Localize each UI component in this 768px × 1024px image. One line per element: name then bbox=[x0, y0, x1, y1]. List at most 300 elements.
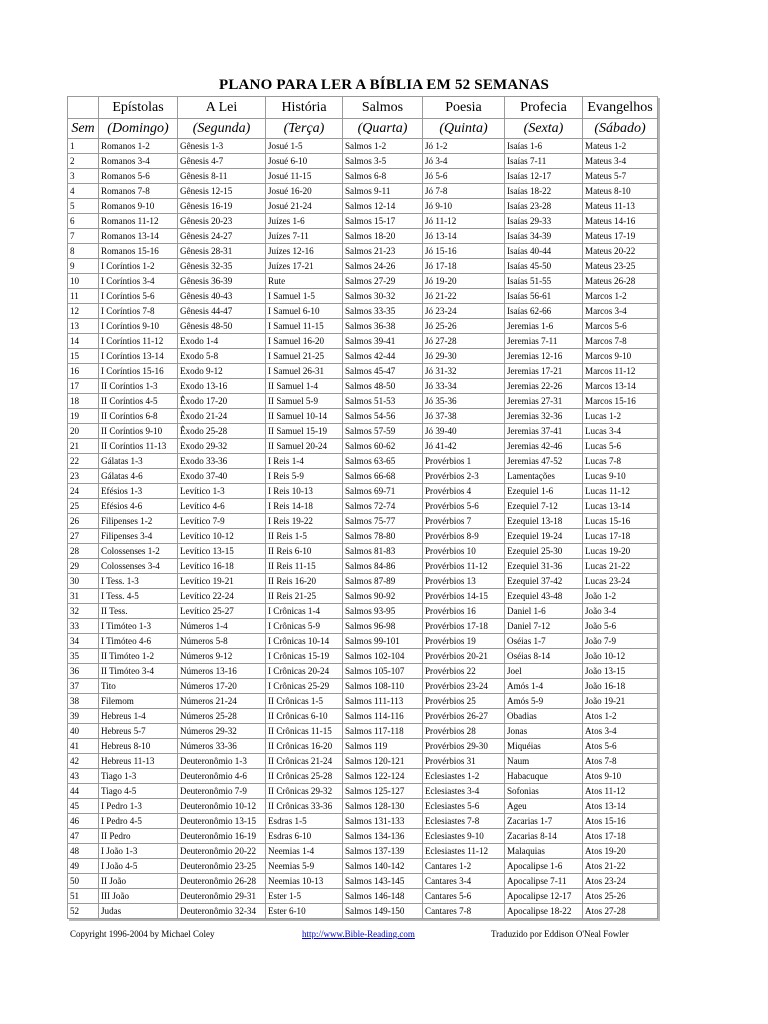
salmos-cell: Salmos 114-116 bbox=[343, 709, 423, 724]
evangelhos-cell: Mateus 17-19 bbox=[583, 229, 658, 244]
evangelhos-cell: Mateus 3-4 bbox=[583, 154, 658, 169]
salmos-cell: Salmos 90-92 bbox=[343, 589, 423, 604]
epistolas-cell: II Coríntios 1-3 bbox=[99, 379, 178, 394]
evangelhos-cell: João 1-2 bbox=[583, 589, 658, 604]
week-number-cell: 31 bbox=[68, 589, 99, 604]
epistolas-cell: I Coríntios 13-14 bbox=[99, 349, 178, 364]
salmos-cell: Salmos 18-20 bbox=[343, 229, 423, 244]
salmos-cell: Salmos 27-29 bbox=[343, 274, 423, 289]
historia-cell: I Samuel 16-20 bbox=[266, 334, 343, 349]
week-number-cell: 12 bbox=[68, 304, 99, 319]
salmos-cell: Salmos 96-98 bbox=[343, 619, 423, 634]
poesia-cell: Jó 39-40 bbox=[423, 424, 505, 439]
poesia-cell: Provérbios 22 bbox=[423, 664, 505, 679]
historia-cell: Esdras 1-5 bbox=[266, 814, 343, 829]
historia-cell: I Crônicas 1-4 bbox=[266, 604, 343, 619]
table-row bbox=[68, 484, 658, 499]
week-number-cell: 5 bbox=[68, 199, 99, 214]
a-lei-cell: Exodo 13-16 bbox=[178, 379, 266, 394]
epistolas-cell: I Coríntios 1-2 bbox=[99, 259, 178, 274]
profecia-cell: Jeremias 42-46 bbox=[505, 439, 583, 454]
a-lei-cell: Êxodo 21-24 bbox=[178, 409, 266, 424]
poesia-cell: Provérbios 26-27 bbox=[423, 709, 505, 724]
a-lei-cell: Números 5-8 bbox=[178, 634, 266, 649]
evangelhos-cell: João 10-12 bbox=[583, 649, 658, 664]
poesia-cell: Provérbios 17-18 bbox=[423, 619, 505, 634]
historia-cell: I Reis 19-22 bbox=[266, 514, 343, 529]
a-lei-cell: Exodo 29-32 bbox=[178, 439, 266, 454]
evangelhos-cell: Lucas 5-6 bbox=[583, 439, 658, 454]
profecia-cell: Ezequiel 43-48 bbox=[505, 589, 583, 604]
evangelhos-cell: Lucas 7-8 bbox=[583, 454, 658, 469]
poesia-cell: Jó 37-38 bbox=[423, 409, 505, 424]
poesia-cell: Provérbios 8-9 bbox=[423, 529, 505, 544]
table-row bbox=[68, 814, 658, 829]
poesia-cell: Cantares 1-2 bbox=[423, 859, 505, 874]
footer-translator: Traduzido por Eddison O'Neal Fowler bbox=[491, 929, 629, 939]
week-number-cell: 25 bbox=[68, 499, 99, 514]
evangelhos-cell: Atos 3-4 bbox=[583, 724, 658, 739]
historia-cell: II Crônicas 11-15 bbox=[266, 724, 343, 739]
poesia-cell: Jó 11-12 bbox=[423, 214, 505, 229]
poesia-cell: Jó 21-22 bbox=[423, 289, 505, 304]
week-number-cell: 19 bbox=[68, 409, 99, 424]
a-lei-cell: Gênesis 28-31 bbox=[178, 244, 266, 259]
week-number-cell: 45 bbox=[68, 799, 99, 814]
profecia-cell: Isaías 45-50 bbox=[505, 259, 583, 274]
salmos-cell: Salmos 51-53 bbox=[343, 394, 423, 409]
profecia-cell: Obadias bbox=[505, 709, 583, 724]
profecia-cell: Apocalipse 7-11 bbox=[505, 874, 583, 889]
epistolas-cell: Colossenses 3-4 bbox=[99, 559, 178, 574]
table-row bbox=[68, 514, 658, 529]
epistolas-cell: II Coríntios 6-8 bbox=[99, 409, 178, 424]
a-lei-cell: Levítico 19-21 bbox=[178, 574, 266, 589]
table-row bbox=[68, 364, 658, 379]
table-row bbox=[68, 259, 658, 274]
week-number-cell: 18 bbox=[68, 394, 99, 409]
evangelhos-cell: Atos 23-24 bbox=[583, 874, 658, 889]
epistolas-cell: I Timóteo 1-3 bbox=[99, 619, 178, 634]
poesia-cell: Jó 1-2 bbox=[423, 139, 505, 154]
salmos-cell: Salmos 9-11 bbox=[343, 184, 423, 199]
week-number-cell: 38 bbox=[68, 694, 99, 709]
week-number-cell: 21 bbox=[68, 439, 99, 454]
profecia-cell: Daniel 7-12 bbox=[505, 619, 583, 634]
evangelhos-cell: Marcos 5-6 bbox=[583, 319, 658, 334]
evangelhos-cell: Atos 19-20 bbox=[583, 844, 658, 859]
week-number-cell: 23 bbox=[68, 469, 99, 484]
poesia-cell: Jó 3-4 bbox=[423, 154, 505, 169]
table-row bbox=[68, 679, 658, 694]
poesia-cell: Eclesiastes 3-4 bbox=[423, 784, 505, 799]
a-lei-cell: Deuteronômio 26-28 bbox=[178, 874, 266, 889]
evangelhos-cell: Mateus 14-16 bbox=[583, 214, 658, 229]
reading-plan-table bbox=[67, 96, 658, 919]
profecia-cell: Daniel 1-6 bbox=[505, 604, 583, 619]
epistolas-cell: Romanos 3-4 bbox=[99, 154, 178, 169]
profecia-cell: Jeremias 7-11 bbox=[505, 334, 583, 349]
profecia-cell: Jeremias 32-36 bbox=[505, 409, 583, 424]
historia-cell: Josué 6-10 bbox=[266, 154, 343, 169]
profecia-cell: Jeremias 1-6 bbox=[505, 319, 583, 334]
profecia-cell: Ezequiel 13-18 bbox=[505, 514, 583, 529]
salmos-cell: Salmos 87-89 bbox=[343, 574, 423, 589]
epistolas-cell: Hebreus 1-4 bbox=[99, 709, 178, 724]
epistolas-cell: II Coríntios 11-13 bbox=[99, 439, 178, 454]
a-lei-cell: Gênesis 36-39 bbox=[178, 274, 266, 289]
evangelhos-cell: Atos 9-10 bbox=[583, 769, 658, 784]
a-lei-cell: Deuteronômio 4-6 bbox=[178, 769, 266, 784]
week-number-cell: 41 bbox=[68, 739, 99, 754]
week-number-cell: 33 bbox=[68, 619, 99, 634]
profecia-cell: Jonas bbox=[505, 724, 583, 739]
epistolas-cell: II Timóteo 1-2 bbox=[99, 649, 178, 664]
week-number-cell: 37 bbox=[68, 679, 99, 694]
table-row bbox=[68, 469, 658, 484]
profecia-cell: Ageu bbox=[505, 799, 583, 814]
evangelhos-cell: Lucas 23-24 bbox=[583, 574, 658, 589]
salmos-cell: Salmos 108-110 bbox=[343, 679, 423, 694]
table-row bbox=[68, 604, 658, 619]
header-poesia: Poesia bbox=[423, 97, 505, 119]
salmos-cell: Salmos 42-44 bbox=[343, 349, 423, 364]
historia-cell: Neemias 1-4 bbox=[266, 844, 343, 859]
table-row bbox=[68, 169, 658, 184]
historia-cell: II Reis 11-15 bbox=[266, 559, 343, 574]
a-lei-cell: Gênesis 24-27 bbox=[178, 229, 266, 244]
poesia-cell: Jó 33-34 bbox=[423, 379, 505, 394]
week-number-cell: 26 bbox=[68, 514, 99, 529]
evangelhos-cell: João 13-15 bbox=[583, 664, 658, 679]
profecia-cell: Amós 5-9 bbox=[505, 694, 583, 709]
profecia-cell: Ezequiel 37-42 bbox=[505, 574, 583, 589]
poesia-cell: Cantares 7-8 bbox=[423, 904, 505, 919]
footer-link[interactable]: http://www.Bible-Reading.com bbox=[302, 929, 415, 939]
epistolas-cell: Gálatas 1-3 bbox=[99, 454, 178, 469]
poesia-cell: Provérbios 20-21 bbox=[423, 649, 505, 664]
a-lei-cell: Números 21-24 bbox=[178, 694, 266, 709]
a-lei-cell: Exodo 9-12 bbox=[178, 364, 266, 379]
evangelhos-cell: João 7-9 bbox=[583, 634, 658, 649]
week-number-cell: 36 bbox=[68, 664, 99, 679]
profecia-cell: Ezequiel 1-6 bbox=[505, 484, 583, 499]
evangelhos-cell: Atos 13-14 bbox=[583, 799, 658, 814]
historia-cell: Ester 6-10 bbox=[266, 904, 343, 919]
salmos-cell: Salmos 102-104 bbox=[343, 649, 423, 664]
week-number-cell: 11 bbox=[68, 289, 99, 304]
evangelhos-cell: Atos 21-22 bbox=[583, 859, 658, 874]
poesia-cell: Jó 5-6 bbox=[423, 169, 505, 184]
epistolas-cell: Tiago 1-3 bbox=[99, 769, 178, 784]
table-row bbox=[68, 739, 658, 754]
salmos-cell: Salmos 99-101 bbox=[343, 634, 423, 649]
a-lei-cell: Levítico 7-9 bbox=[178, 514, 266, 529]
week-number-cell: 6 bbox=[68, 214, 99, 229]
a-lei-cell: Deuteronômio 32-34 bbox=[178, 904, 266, 919]
epistolas-cell: I Coríntios 11-12 bbox=[99, 334, 178, 349]
epistolas-cell: I Pedro 4-5 bbox=[99, 814, 178, 829]
epistolas-cell: II João bbox=[99, 874, 178, 889]
table-row bbox=[68, 874, 658, 889]
poesia-cell: Provérbios 16 bbox=[423, 604, 505, 619]
poesia-cell: Provérbios 10 bbox=[423, 544, 505, 559]
epistolas-cell: I João 1-3 bbox=[99, 844, 178, 859]
historia-cell: Rute bbox=[266, 274, 343, 289]
historia-cell: II Samuel 15-19 bbox=[266, 424, 343, 439]
epistolas-cell: I Coríntios 9-10 bbox=[99, 319, 178, 334]
salmos-cell: Salmos 134-136 bbox=[343, 829, 423, 844]
week-number-cell: 42 bbox=[68, 754, 99, 769]
week-number-cell: 51 bbox=[68, 889, 99, 904]
a-lei-cell: Números 9-12 bbox=[178, 649, 266, 664]
historia-cell: I Crônicas 5-9 bbox=[266, 619, 343, 634]
poesia-cell: Provérbios 29-30 bbox=[423, 739, 505, 754]
table-row bbox=[68, 139, 658, 154]
historia-cell: II Reis 21-25 bbox=[266, 589, 343, 604]
profecia-cell: Isaías 18-22 bbox=[505, 184, 583, 199]
a-lei-cell: Exodo 33-36 bbox=[178, 454, 266, 469]
header-epistolas: Epístolas bbox=[99, 97, 178, 119]
profecia-cell: Jeremias 27-31 bbox=[505, 394, 583, 409]
historia-cell: I Samuel 1-5 bbox=[266, 289, 343, 304]
header-day-sexta: (Sexta) bbox=[505, 119, 583, 139]
evangelhos-cell: Marcos 13-14 bbox=[583, 379, 658, 394]
salmos-cell: Salmos 63-65 bbox=[343, 454, 423, 469]
epistolas-cell: II Coríntios 4-5 bbox=[99, 394, 178, 409]
epistolas-cell: III João bbox=[99, 889, 178, 904]
salmos-cell: Salmos 66-68 bbox=[343, 469, 423, 484]
profecia-cell: Lamentações bbox=[505, 469, 583, 484]
week-number-cell: 29 bbox=[68, 559, 99, 574]
epistolas-cell: Hebreus 5-7 bbox=[99, 724, 178, 739]
epistolas-cell: Hebreus 8-10 bbox=[99, 739, 178, 754]
poesia-cell: Provérbios 19 bbox=[423, 634, 505, 649]
historia-cell: I Reis 5-9 bbox=[266, 469, 343, 484]
a-lei-cell: Números 13-16 bbox=[178, 664, 266, 679]
poesia-cell: Jó 19-20 bbox=[423, 274, 505, 289]
historia-cell: I Crônicas 15-19 bbox=[266, 649, 343, 664]
profecia-cell: Isaías 7-11 bbox=[505, 154, 583, 169]
historia-cell: Juízes 12-16 bbox=[266, 244, 343, 259]
salmos-cell: Salmos 33-35 bbox=[343, 304, 423, 319]
week-number-cell: 27 bbox=[68, 529, 99, 544]
salmos-cell: Salmos 39-41 bbox=[343, 334, 423, 349]
profecia-cell: Amós 1-4 bbox=[505, 679, 583, 694]
poesia-cell: Provérbios 28 bbox=[423, 724, 505, 739]
poesia-cell: Provérbios 23-24 bbox=[423, 679, 505, 694]
epistolas-cell: I Tess. 4-5 bbox=[99, 589, 178, 604]
week-number-cell: 10 bbox=[68, 274, 99, 289]
salmos-cell: Salmos 3-5 bbox=[343, 154, 423, 169]
header-day-domingo: (Domingo) bbox=[99, 119, 178, 139]
table-row bbox=[68, 754, 658, 769]
table-row bbox=[68, 184, 658, 199]
table-row bbox=[68, 574, 658, 589]
week-number-cell: 30 bbox=[68, 574, 99, 589]
evangelhos-cell: Mateus 20-22 bbox=[583, 244, 658, 259]
evangelhos-cell: Mateus 5-7 bbox=[583, 169, 658, 184]
table-row bbox=[68, 709, 658, 724]
epistolas-cell: Romanos 13-14 bbox=[99, 229, 178, 244]
week-number-cell: 9 bbox=[68, 259, 99, 274]
salmos-cell: Salmos 140-142 bbox=[343, 859, 423, 874]
evangelhos-cell: Marcos 9-10 bbox=[583, 349, 658, 364]
historia-cell: II Reis 6-10 bbox=[266, 544, 343, 559]
salmos-cell: Salmos 81-83 bbox=[343, 544, 423, 559]
a-lei-cell: Êxodo 17-20 bbox=[178, 394, 266, 409]
poesia-cell: Provérbios 14-15 bbox=[423, 589, 505, 604]
week-number-cell: 13 bbox=[68, 319, 99, 334]
poesia-cell: Cantares 5-6 bbox=[423, 889, 505, 904]
historia-cell: I Samuel 6-10 bbox=[266, 304, 343, 319]
a-lei-cell: Levítico 13-15 bbox=[178, 544, 266, 559]
a-lei-cell: Deuteronômio 16-19 bbox=[178, 829, 266, 844]
profecia-cell: Sofonias bbox=[505, 784, 583, 799]
epistolas-cell: I Timóteo 4-6 bbox=[99, 634, 178, 649]
a-lei-cell: Deuteronômio 7-9 bbox=[178, 784, 266, 799]
historia-cell: Ester 1-5 bbox=[266, 889, 343, 904]
a-lei-cell: Gênesis 1-3 bbox=[178, 139, 266, 154]
historia-cell: Juízes 1-6 bbox=[266, 214, 343, 229]
profecia-cell: Oséias 8-14 bbox=[505, 649, 583, 664]
salmos-cell: Salmos 15-17 bbox=[343, 214, 423, 229]
week-number-cell: 1 bbox=[68, 139, 99, 154]
poesia-cell: Jó 9-10 bbox=[423, 199, 505, 214]
table-row bbox=[68, 889, 658, 904]
a-lei-cell: Deuteronômio 23-25 bbox=[178, 859, 266, 874]
evangelhos-cell: Marcos 3-4 bbox=[583, 304, 658, 319]
epistolas-cell: Filemom bbox=[99, 694, 178, 709]
week-number-cell: 46 bbox=[68, 814, 99, 829]
epistolas-cell: Romanos 1-2 bbox=[99, 139, 178, 154]
evangelhos-cell: Atos 7-8 bbox=[583, 754, 658, 769]
week-number-cell: 48 bbox=[68, 844, 99, 859]
historia-cell: II Crônicas 16-20 bbox=[266, 739, 343, 754]
salmos-cell: Salmos 21-23 bbox=[343, 244, 423, 259]
table-row bbox=[68, 529, 658, 544]
epistolas-cell: I Coríntios 15-16 bbox=[99, 364, 178, 379]
week-number-cell: 14 bbox=[68, 334, 99, 349]
week-number-cell: 44 bbox=[68, 784, 99, 799]
historia-cell: II Crônicas 1-5 bbox=[266, 694, 343, 709]
week-number-cell: 35 bbox=[68, 649, 99, 664]
salmos-cell: Salmos 137-139 bbox=[343, 844, 423, 859]
poesia-cell: Jó 15-16 bbox=[423, 244, 505, 259]
week-number-cell: 34 bbox=[68, 634, 99, 649]
header-week: Sem bbox=[68, 119, 99, 139]
evangelhos-cell: Mateus 1-2 bbox=[583, 139, 658, 154]
profecia-cell: Isaías 40-44 bbox=[505, 244, 583, 259]
table-row bbox=[68, 214, 658, 229]
table-row bbox=[68, 589, 658, 604]
historia-cell: Juízes 17-21 bbox=[266, 259, 343, 274]
profecia-cell: Isaías 23-28 bbox=[505, 199, 583, 214]
salmos-cell: Salmos 149-150 bbox=[343, 904, 423, 919]
week-number-cell: 32 bbox=[68, 604, 99, 619]
evangelhos-cell: Marcos 7-8 bbox=[583, 334, 658, 349]
header-day-quarta: (Quarta) bbox=[343, 119, 423, 139]
profecia-cell: Oséias 1-7 bbox=[505, 634, 583, 649]
salmos-cell: Salmos 60-62 bbox=[343, 439, 423, 454]
table-row bbox=[68, 559, 658, 574]
a-lei-cell: Levítico 16-18 bbox=[178, 559, 266, 574]
historia-cell: II Crônicas 33-36 bbox=[266, 799, 343, 814]
a-lei-cell: Números 25-28 bbox=[178, 709, 266, 724]
profecia-cell: Jeremias 12-16 bbox=[505, 349, 583, 364]
epistolas-cell: Romanos 15-16 bbox=[99, 244, 178, 259]
evangelhos-cell: João 16-18 bbox=[583, 679, 658, 694]
a-lei-cell: Levítico 1-3 bbox=[178, 484, 266, 499]
salmos-cell: Salmos 105-107 bbox=[343, 664, 423, 679]
a-lei-cell: Deuteronômio 13-15 bbox=[178, 814, 266, 829]
table-row bbox=[68, 904, 658, 919]
profecia-cell: Jeremias 37-41 bbox=[505, 424, 583, 439]
a-lei-cell: Deuteronômio 1-3 bbox=[178, 754, 266, 769]
epistolas-cell: I Pedro 1-3 bbox=[99, 799, 178, 814]
historia-cell: Neemias 5-9 bbox=[266, 859, 343, 874]
epistolas-cell: I Coríntios 3-4 bbox=[99, 274, 178, 289]
table-row bbox=[68, 724, 658, 739]
table-row bbox=[68, 304, 658, 319]
table-row bbox=[68, 859, 658, 874]
header-historia: História bbox=[266, 97, 343, 119]
evangelhos-cell: Marcos 11-12 bbox=[583, 364, 658, 379]
salmos-cell: Salmos 146-148 bbox=[343, 889, 423, 904]
a-lei-cell: Gênesis 32-35 bbox=[178, 259, 266, 274]
salmos-cell: Salmos 78-80 bbox=[343, 529, 423, 544]
historia-cell: II Reis 1-5 bbox=[266, 529, 343, 544]
table-row bbox=[68, 319, 658, 334]
week-number-cell: 2 bbox=[68, 154, 99, 169]
salmos-cell: Salmos 120-121 bbox=[343, 754, 423, 769]
historia-cell: II Reis 16-20 bbox=[266, 574, 343, 589]
profecia-cell: Jeremias 17-21 bbox=[505, 364, 583, 379]
epistolas-cell: Efésios 4-6 bbox=[99, 499, 178, 514]
a-lei-cell: Números 29-32 bbox=[178, 724, 266, 739]
a-lei-cell: Exodo 5-8 bbox=[178, 349, 266, 364]
historia-cell: I Crônicas 20-24 bbox=[266, 664, 343, 679]
header-evangelhos: Evangelhos bbox=[583, 97, 658, 119]
historia-cell: Josué 16-20 bbox=[266, 184, 343, 199]
poesia-cell: Jó 13-14 bbox=[423, 229, 505, 244]
evangelhos-cell: João 3-4 bbox=[583, 604, 658, 619]
table-row bbox=[68, 649, 658, 664]
table-row bbox=[68, 379, 658, 394]
table-row bbox=[68, 274, 658, 289]
historia-cell: II Samuel 10-14 bbox=[266, 409, 343, 424]
salmos-cell: Salmos 111-113 bbox=[343, 694, 423, 709]
historia-cell: I Samuel 11-15 bbox=[266, 319, 343, 334]
evangelhos-cell: Atos 5-6 bbox=[583, 739, 658, 754]
a-lei-cell: Deuteronômio 10-12 bbox=[178, 799, 266, 814]
a-lei-cell: Deuteronômio 29-31 bbox=[178, 889, 266, 904]
epistolas-cell: Colossenses 1-2 bbox=[99, 544, 178, 559]
historia-cell: II Samuel 5-9 bbox=[266, 394, 343, 409]
poesia-cell: Provérbios 13 bbox=[423, 574, 505, 589]
table-row bbox=[68, 289, 658, 304]
table-row bbox=[68, 544, 658, 559]
salmos-cell: Salmos 36-38 bbox=[343, 319, 423, 334]
historia-cell: Josué 11-15 bbox=[266, 169, 343, 184]
salmos-cell: Salmos 45-47 bbox=[343, 364, 423, 379]
poesia-cell: Jó 29-30 bbox=[423, 349, 505, 364]
salmos-cell: Salmos 84-86 bbox=[343, 559, 423, 574]
a-lei-cell: Êxodo 25-28 bbox=[178, 424, 266, 439]
evangelhos-cell: Mateus 8-10 bbox=[583, 184, 658, 199]
evangelhos-cell: Atos 15-16 bbox=[583, 814, 658, 829]
poesia-cell: Provérbios 25 bbox=[423, 694, 505, 709]
